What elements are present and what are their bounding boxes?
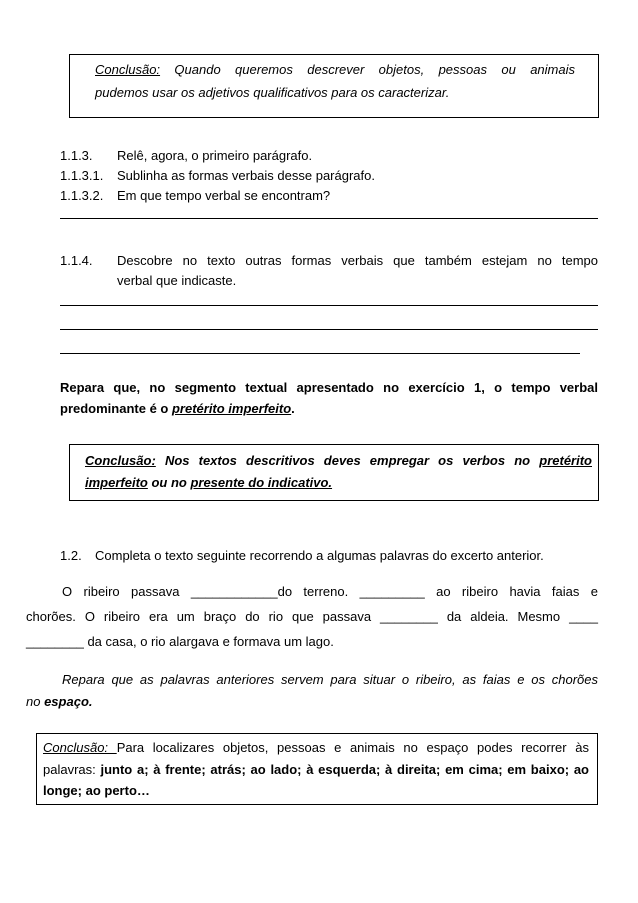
item-1-1-3: 1.1.3. Relê, agora, o primeiro parágrafo.	[60, 146, 312, 166]
item-1-2: 1.2. Completa o texto seguinte recorrendo a algumas palavras do excerto anterior.	[60, 546, 544, 566]
conclusion-2-line1: Conclusão: Nos textos descritivos deves empregar os verbos no pretérito	[85, 453, 592, 468]
cloze-line1[interactable]: O ribeiro passava ____________do terreno. _________ ao ribeiro havia faias e	[62, 584, 598, 599]
answer-line[interactable]	[60, 329, 598, 330]
repara-verb-line1: Repara que, no segmento textual apresentado no exercício 1, o tempo verbal	[60, 380, 598, 395]
emphasis: pretérito imperfeito	[171, 401, 292, 416]
repara-space-line2: no espaço.	[26, 694, 93, 709]
item-number: 1.1.3.1.	[60, 168, 104, 183]
conclusion-label: Conclusão:	[95, 62, 161, 77]
cloze-line2[interactable]: chorões. O ribeiro era um braço do rio que passava ________ da aldeia. Mesmo ____	[26, 609, 598, 624]
item-number: 1.1.3.2.	[60, 188, 104, 203]
item-1-1-4-line1: Descobre no texto outras formas verbais que também estejam no tempo	[117, 253, 598, 268]
conclusion-3-line3: longe; ao perto…	[43, 783, 150, 798]
cloze-line3[interactable]: ________ da casa, o rio alargava e formava um lago.	[26, 634, 334, 649]
conclusion-1-line1: Conclusão: Quando queremos descrever objetos, pessoas ou animais	[95, 62, 575, 77]
repara-verb-line2: predominante é o pretérito imperfeito.	[60, 401, 295, 416]
conclusion-3-line2: palavras: junto a; à frente; atrás; ao lado; à esquerda; à direita; em cima; em baixo; ao	[43, 762, 589, 777]
conclusion-label: Conclusão:	[43, 740, 117, 755]
conclusion-3-line1: Conclusão: Para localizares objetos, pessoas e animais no espaço podes recorrer às	[43, 740, 589, 755]
conclusion-1-line2: pudemos usar os adjetivos qualificativos para os caracterizar.	[95, 85, 450, 100]
answer-line[interactable]	[60, 305, 598, 306]
repara-space-line1: Repara que as palavras anteriores servem para situar o ribeiro, as faias e os chorões	[62, 672, 598, 687]
conclusion-label: Conclusão:	[85, 453, 156, 468]
item-1-1-3-2: 1.1.3.2. Em que tempo verbal se encontram?	[60, 186, 330, 206]
item-1-1-4-line2: verbal que indicaste.	[117, 273, 237, 288]
answer-line[interactable]	[60, 353, 580, 354]
conclusion-2-line2: imperfeito ou no presente do indicativo.	[85, 475, 333, 490]
item-number: 1.1.3.	[60, 148, 93, 163]
item-1-1-3-1: 1.1.3.1. Sublinha as formas verbais desse parágrafo.	[60, 166, 375, 186]
item-1-1-4-number: 1.1.4.	[60, 253, 93, 268]
answer-line[interactable]	[60, 218, 598, 219]
item-number: 1.2.	[60, 548, 82, 563]
